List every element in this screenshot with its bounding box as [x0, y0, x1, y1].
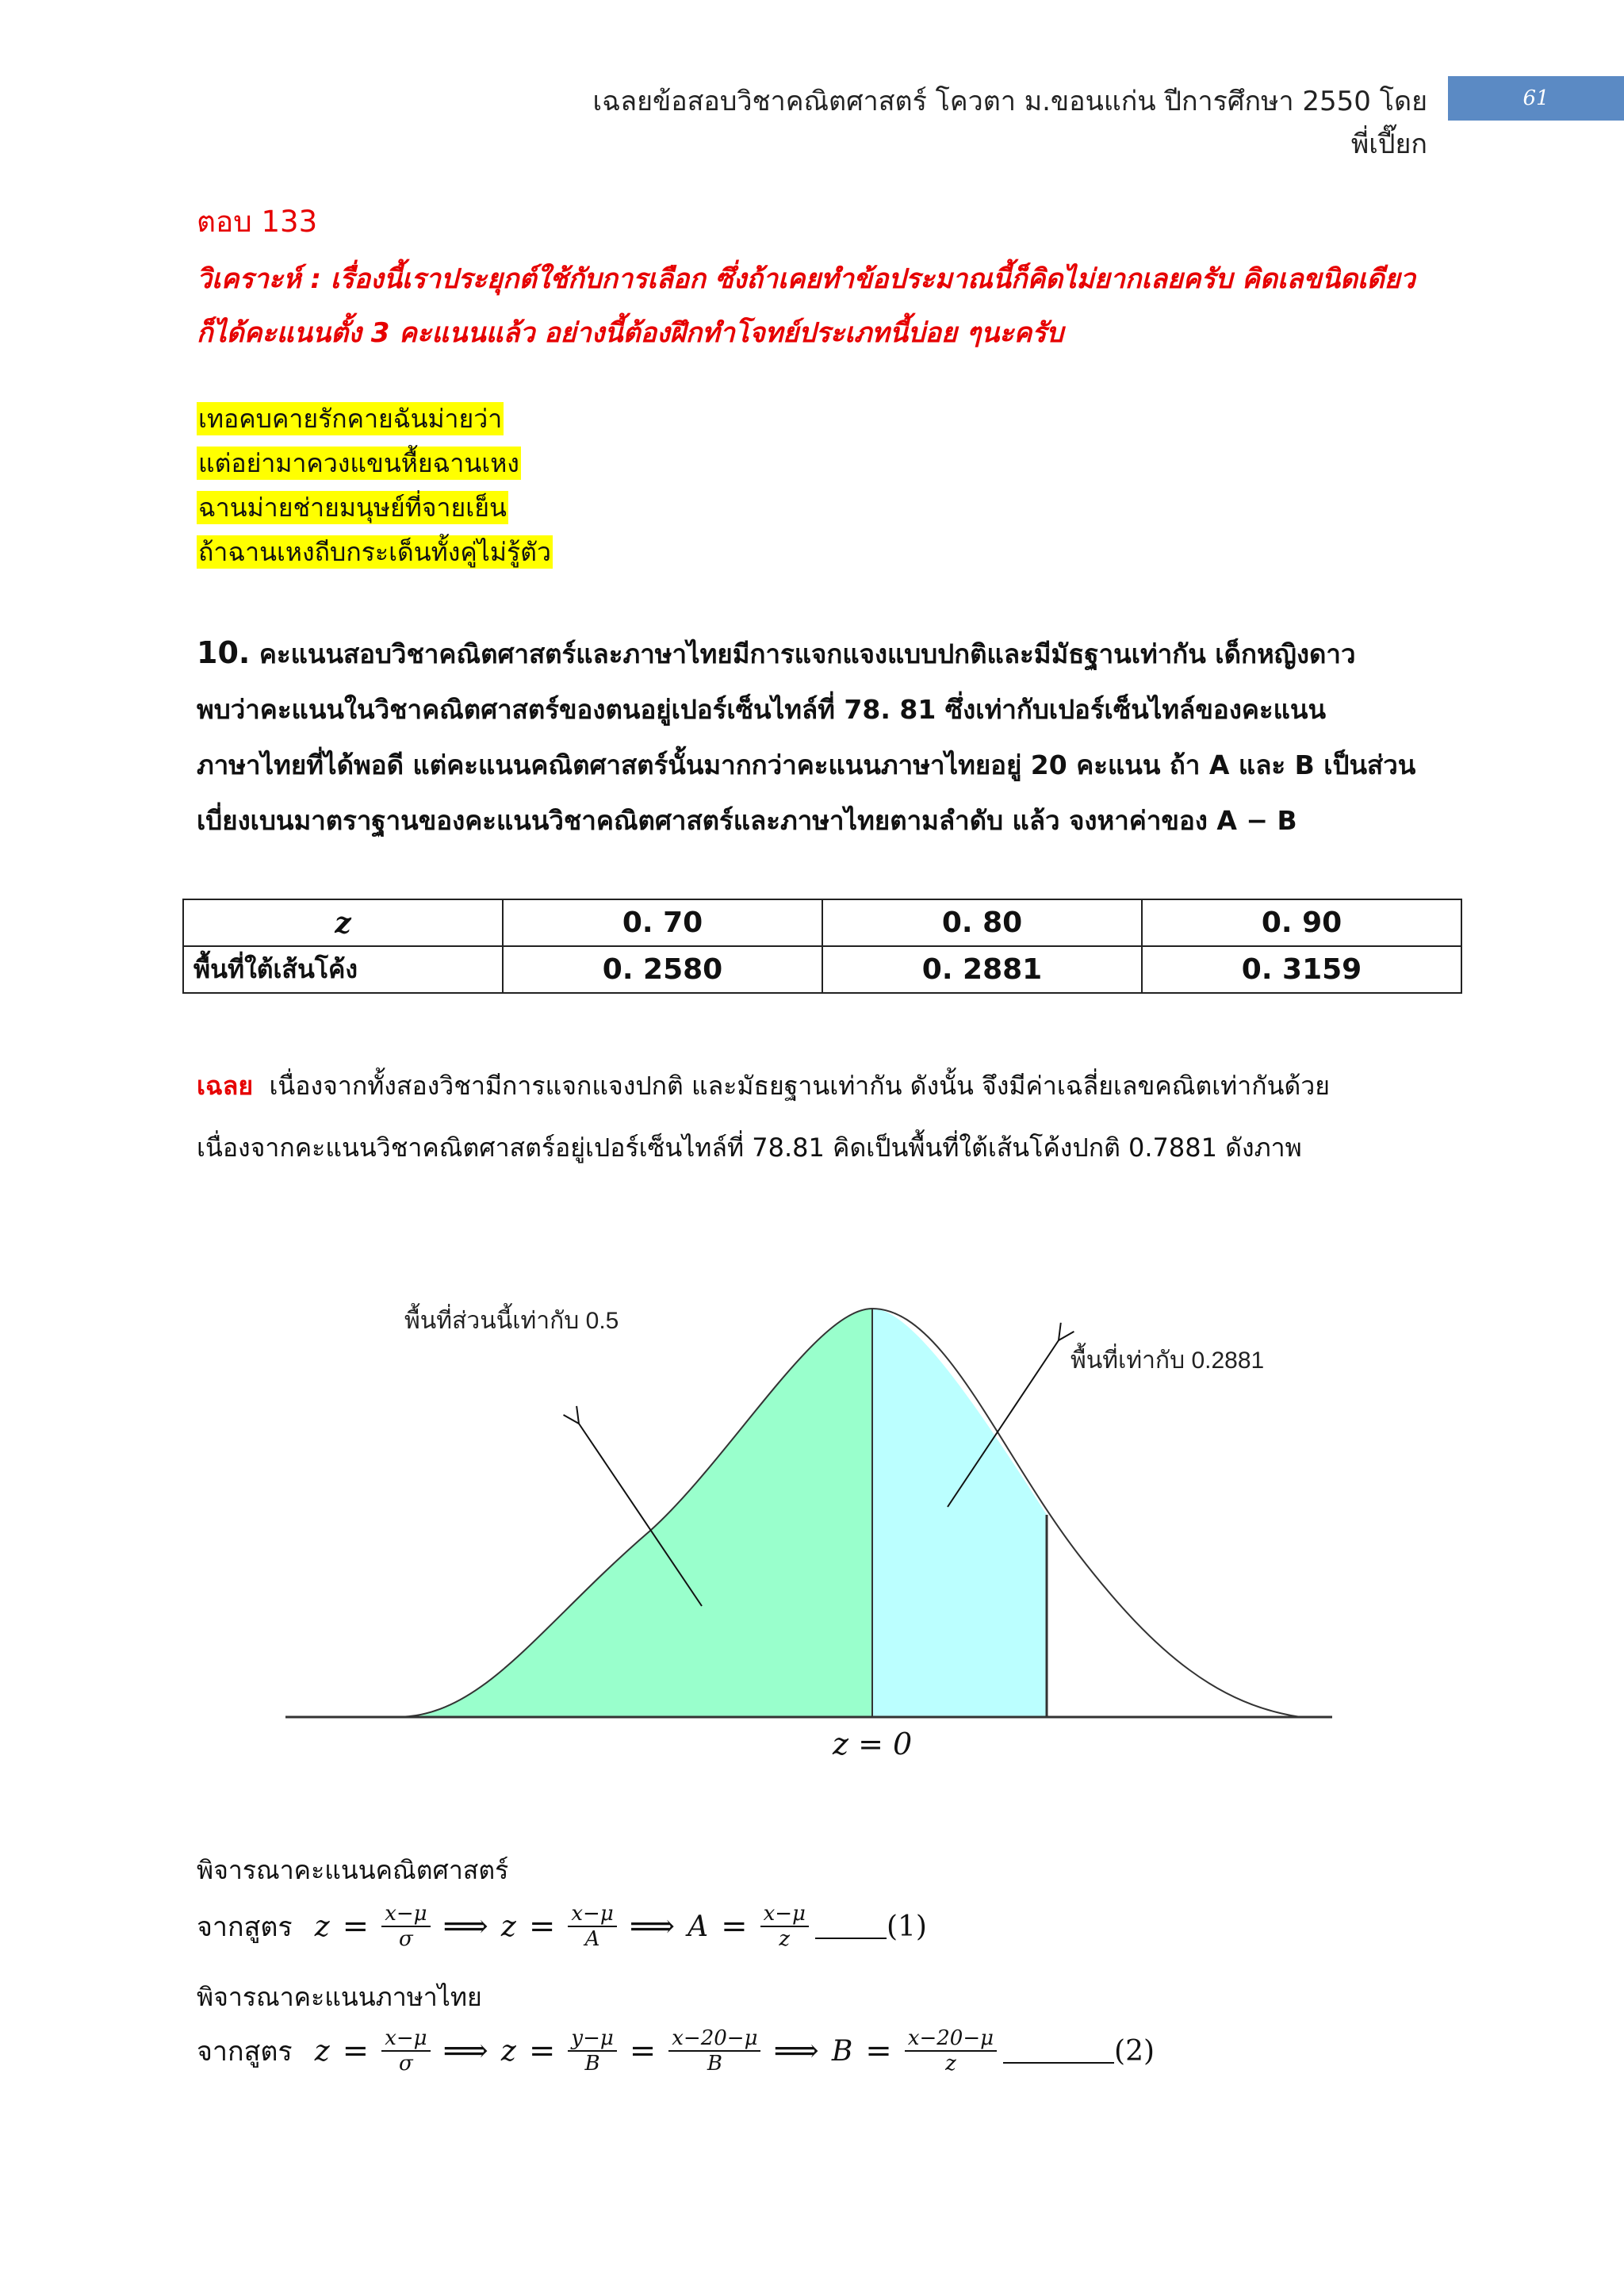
normal-curve-svg [285, 1293, 1364, 1784]
highlighted-poem [197, 399, 553, 577]
from-formula-label-2: จากสูตร [197, 2036, 293, 2068]
analysis-line-1: วิเคราะห์ : เรื่องนี้เราประยุกต์ใช้กับการเลือก ซึ่งถ้าเคยทำข้อประมาณนี้ก็คิดไม่ยากเลยครับ คิดเลขนิดเดียว [197, 263, 1415, 295]
question-line-4: เบี่ยงเบนมาตราฐานของคะแนนวิชาคณิตศาสตร์และภาษาไทยตามลำดับ แล้ว จงหาค่าของ A − B [197, 805, 1297, 836]
question-line-2: พบว่าคะแนนในวิชาคณิตศาสตร์ของตนอยู่เปอร์เซ็นไทล์ที่ 78. 81 ซึ่งเท่ากับเปอร์เซ็นไทล์ของคะแนน [197, 694, 1327, 725]
formula-thai: จากสูตร z = $\frac{x-\mu}{\sigma}$ ⟹ z = $\frac{y-\mu}{B}$ = $\frac{x-20-\mu}{B}$ ⟹ B = $\frac{x-20-\mu}{z}$ (2) [197, 2026, 1155, 2076]
question-line-3: ภาษาไทยที่ได้พอดี แต่คะแนนคณิตศาสตร์นั้นมากกว่าคะแนนภาษาไทยอยู่ 20 คะแนน ถ้า A และ B เป็นส่วน [197, 749, 1416, 780]
z-col-3: 0. 90 [1142, 899, 1461, 946]
right-area [872, 1309, 1047, 1717]
z-col-2: 0. 80 [822, 899, 1142, 946]
solution-label: เฉลย [197, 1071, 254, 1101]
right-area-label: พื้นที่เท่ากับ 0.2881 [1071, 1347, 1265, 1374]
consider-math: พิจารณาคะแนนคณิตศาสตร์ [197, 1855, 509, 1885]
solution-line-1: เนื่องจากทั้งสองวิชามีการแจกแจงปกติ และมัธยฐานเท่ากัน ดังนั้น จึงมีค่าเฉลี่ยเลขคณิตเท่ากันด้วย [269, 1071, 1330, 1101]
area-val-2: 0. 2881 [822, 946, 1142, 993]
question-number: 10. [197, 635, 251, 670]
equation-number-2: (2) [1114, 2034, 1155, 2068]
analysis-line-2: ก็ได้คะแนนตั้ง 3 คะแนนแล้ว อย่างนี้ต้องฝึกทำโจทย์ประเภทนี้บ่อย ๆนะครับ [197, 317, 1064, 349]
poem-line-2: แต่อย่ามาควงแขนหื้ยฉานเหง [198, 448, 519, 478]
page-number: 61 [1448, 76, 1624, 121]
consider-thai: พิจารณาคะแนนภาษาไทย [197, 1982, 482, 2012]
z-table [182, 899, 1462, 994]
answer-label: ตอบ 133 [197, 205, 318, 239]
header-title: เฉลยข้อสอบวิชาคณิตศาสตร์ โควตา ม.ขอนแก่น ปีการศึกษา 2550 โดย พี่เปี๊ยก [592, 86, 1427, 160]
from-formula-label-1: จากสูตร [197, 1911, 293, 1943]
area-val-3: 0. 3159 [1142, 946, 1461, 993]
question-line-1: คะแนนสอบวิชาคณิตศาสตร์และภาษาไทยมีการแจกแจงแบบปกติและมีมัธฐานเท่ากัน เด็กหญิงดาว [259, 638, 1356, 669]
poem-line-4: ถ้าฉานเหงถีบกระเด็นทั้งคู่ไม่รู้ตัว [198, 537, 551, 567]
z-zero-label: z = 0 [833, 1727, 913, 1761]
formula-math: จากสูตร z = $\frac{x-\mu}{\sigma}$ ⟹ z = $\frac{x-\mu}{A}$ ⟹ A = $\frac{x-\mu}{z}$ (1) [197, 1902, 927, 1951]
equation-number-1: (1) [886, 1910, 927, 1943]
left-area-label: พื้นที่ส่วนนี้เท่ากับ 0.5 [404, 1308, 619, 1334]
solution-line-2: เนื่องจากคะแนนวิชาคณิตศาสตร์อยู่เปอร์เซ็นไทล์ที่ 78.81 คิดเป็นพื้นที่ใต้เส้นโค้งปกติ 0.7881 ดังภาพ [197, 1133, 1302, 1163]
analysis-text [197, 252, 1450, 360]
z-header: z [183, 899, 503, 946]
poem-line-3: ฉานม่ายช่ายมนุษย์ที่จายเย็น [198, 493, 507, 523]
area-row-label: พื้นที่ใต้เส้นโค้ง [183, 946, 503, 993]
z-col-1: 0. 70 [503, 899, 822, 946]
left-half-area [396, 1309, 872, 1717]
poem-line-1: เทอคบคายรักคายฉันม่ายว่า [198, 404, 503, 434]
normal-curve-figure [285, 1293, 1364, 1788]
area-val-1: 0. 2580 [503, 946, 822, 993]
question-text [197, 625, 1450, 849]
solution-text [197, 1055, 1465, 1179]
